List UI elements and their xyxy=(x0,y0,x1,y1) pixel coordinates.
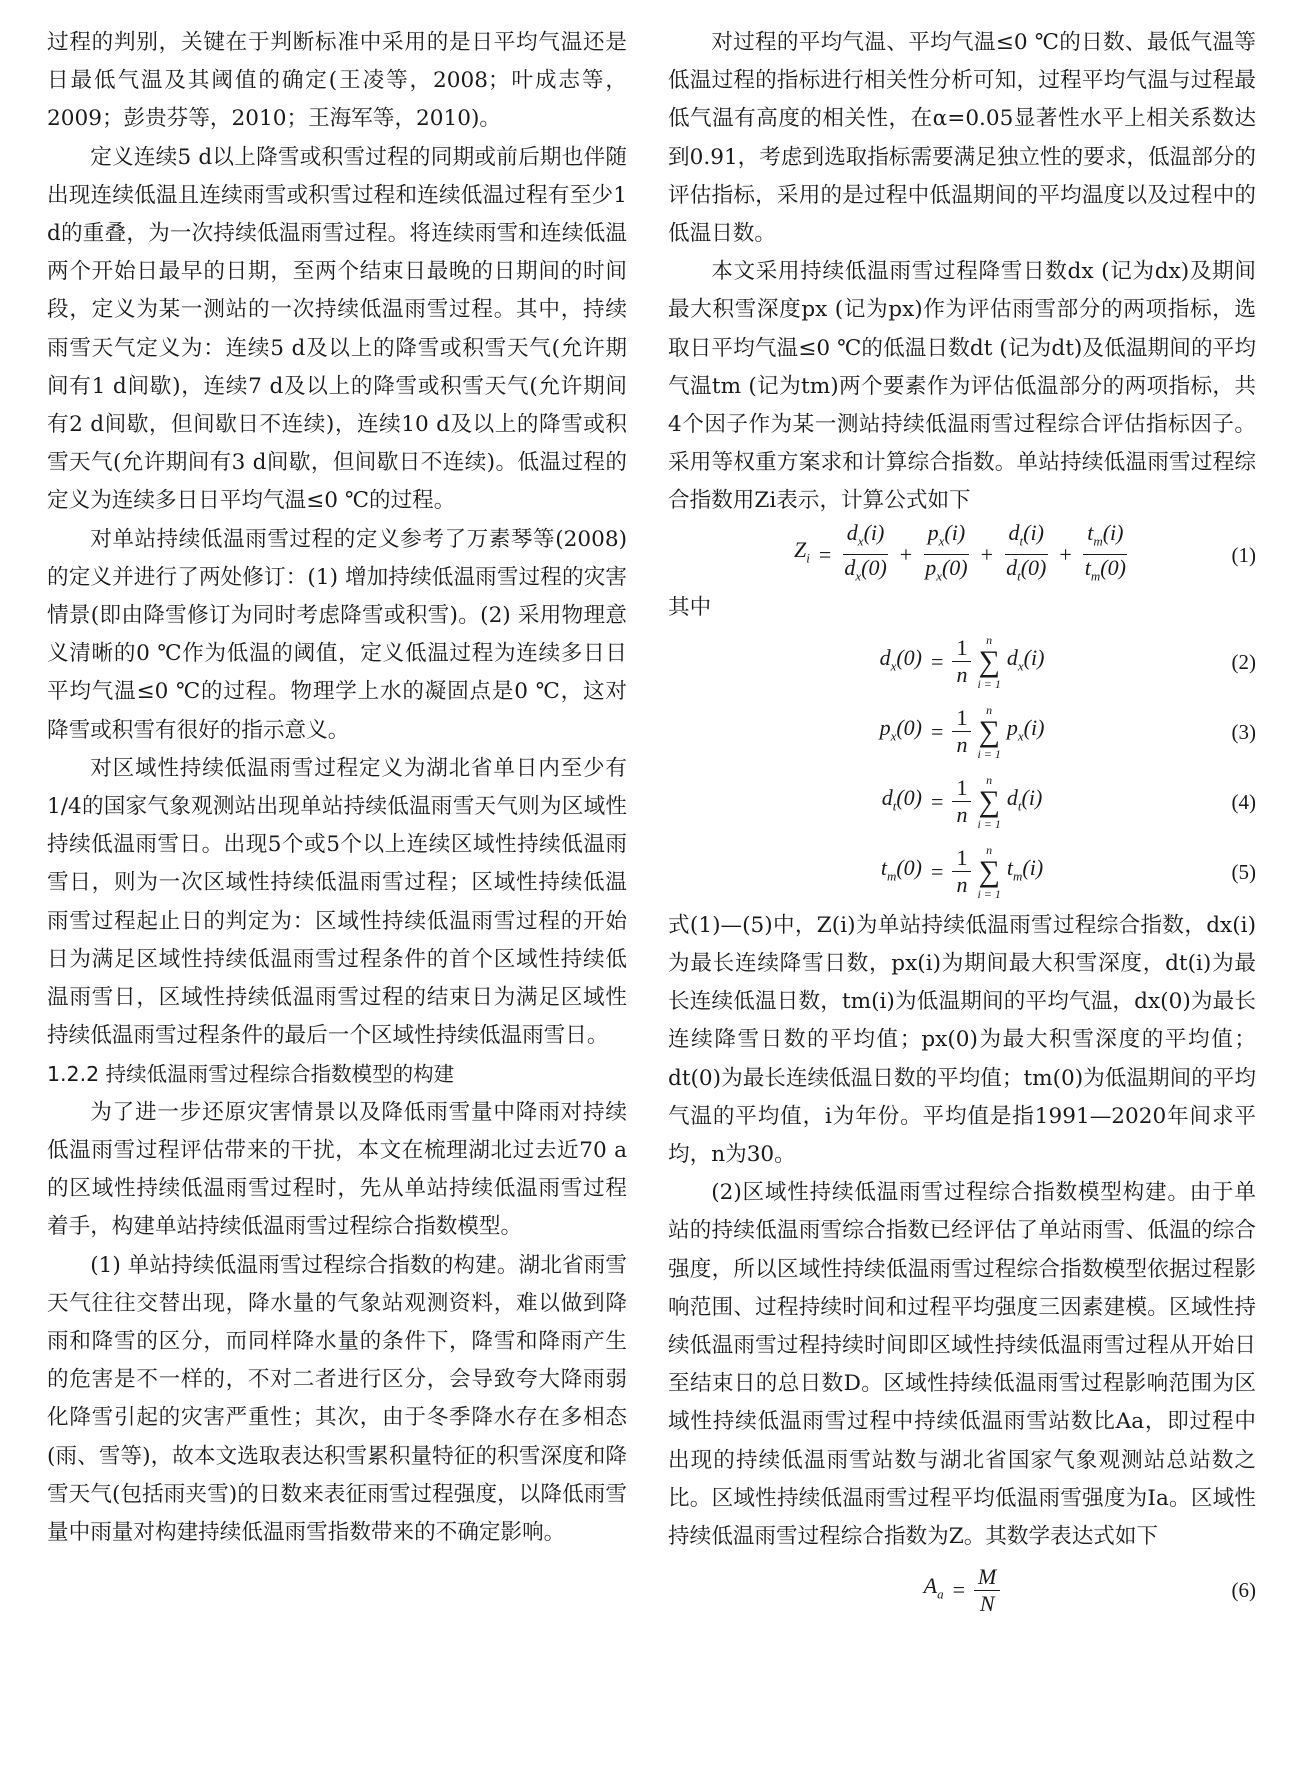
paragraph: 过程的判别，关键在于判断标准中采用的是日平均气温还是日最低气温及其阈值的确定(王凌等，2008；叶成志等，2009；彭贵芬等，2010；王海军等，2010)。 xyxy=(47,30,627,132)
equation-number: (2) xyxy=(1231,649,1256,674)
right-column xyxy=(668,24,1256,1624)
equation-number: (5) xyxy=(1231,859,1256,884)
paragraph: (1) 单站持续低温雨雪过程综合指数的构建。湖北省雨雪天气往往交替出现，降水量的气象站观测资料，难以做到降雨和降雪的区分，而同样降水量的条件下，降雪和降雨产生的危害是不一样的，不对二者进行区分，会导致夸大降雨弱化降雪引起的灾害严重性；其次，由于冬季降水存在多相态(雨、雪等)，故本文选取表达积雪累积量特征的积雪深度和降雪天气(包括雨夹雪)的日数来表征雨雪过程强度，以降低雨雪量中雨量对构建持续低温雨雪指数带来的不确定影响。 xyxy=(47,1252,627,1545)
equation-number: (4) xyxy=(1231,789,1256,814)
left-column xyxy=(47,24,627,1552)
equation-number: (6) xyxy=(1231,1578,1256,1603)
equation-4: $d_t(0)$ = $\frac{1}{n}$ n ∑ i = 1 $d_t(i)$ (4) xyxy=(881,772,1256,831)
equation-1: $Z_i$ = $\frac{d_x(i)}{d_x(0)}$ + $\frac{p_x(i)}{p_x(0)}$ + $\frac{d_t(i)}{d_t(0)}$ + $\frac{t_m(i)}{t_m(0)}$ (1) xyxy=(794,519,1256,584)
equation-2: $d_x(0)$ = $\frac{1}{n}$ n ∑ i = 1 $d_x(i)$ (2) xyxy=(879,632,1256,691)
paragraph: 本文采用持续低温雨雪过程降雪日数dx (记为dx)及期间最大积雪深度px (记为px)作为评估雨雪部分的两项指标，选取日平均气温≤0 ℃的低温日数dt (记为dt)及低温期间的平均气温tm (记为tm)两个要素作为评估低温部分的两项指标，共4个因子作为某一测站持续低温雨雪过程综合评估指标因子。采用等权重方案求和计算综合指数。单站持续低温雨雪过程综合指数用Zi表示，计算公式如下 xyxy=(668,259,1256,514)
equation-3: $p_x(0)$ = $\frac{1}{n}$ n ∑ i = 1 $p_x(i)$ (3) xyxy=(879,702,1256,761)
paragraph: 式(1)—(5)中，Z(i)为单站持续低温雨雪过程综合指数，dx(i)为最长连续降雪日数，px(i)为期间最大积雪深度，dt(i)为最长连续低温日数，tm(i)为低温期间的平均气温，dx(0)为最长连续降雪日数的平均值；px(0)为最大积雪深度的平均值；dt(0)为最长连续低温日数的平均值；tm(0)为低温期间的平均气温的平均值，i为年份。平均值是指1991—2020年间求平均，n为30。 xyxy=(668,912,1256,1168)
paragraph: 定义连续5 d以上降雪或积雪过程的同期或前后期也伴随出现连续低温且连续雨雪或积雪过程和连续低温过程有至少1 d的重叠，为一次持续低温雨雪过程。将连续雨雪和连续低温两个开始日最早的日期，至两个结束日最晚的日期间的时间段，定义为某一测站的一次持续低温雨雪过程。其中，持续雨雪天气定义为：连续5 d及以上的降雪或积雪天气(允许期间有1 d间歇)，连续7 d及以上的降雪或积雪天气(允许期间有2 d间歇，但间歇日不连续)，连续10 d及以上的降雪或积雪天气(允许期间有3 d间歇，但间歇日不连续)。低温过程的定义为连续多日日平均气温≤0 ℃的过程。 xyxy=(47,144,627,514)
paragraph: (2)区域性持续低温雨雪过程综合指数模型构建。由于单站的持续低温雨雪综合指数已经评估了单站雨雪、低温的综合强度，所以区域性持续低温雨雪过程综合指数模型依据过程影响范围、过程持续时间和过程平均强度三因素建模。区域性持续低温雨雪过程持续时间即区域性持续低温雨雪过程从开始日至结束日的总日数D。区域性持续低温雨雪过程影响范围为区域性持续低温雨雪过程中持续低温雨雪站数比Aa，即过程中出现的持续低温雨雪站数与湖北省国家气象观测站总站数之比。区域性持续低温雨雪过程平均低温雨雪强度为Ia。区域性持续低温雨雪过程综合指数为Z。其数学表达式如下 xyxy=(668,1180,1256,1550)
equation-5: $t_m(0)$ = $\frac{1}{n}$ n ∑ i = 1 $t_m(i)$ (5) xyxy=(880,842,1256,901)
paragraph: 对单站持续低温雨雪过程的定义参考了万素琴等(2008)的定义并进行了两处修订：(1) 增加持续低温雨雪过程的灾害情景(即由降雪修订为同时考虑降雪或积雪)。(2) 采用物理意义清晰的0 ℃作为低温的阈值，定义低温过程为连续多日日平均气温≤0 ℃的过程。物理学上水的凝固点是0 ℃，这对降雪或积雪有很好的指示意义。 xyxy=(47,526,627,743)
paragraph: 对过程的平均气温、平均气温≤0 ℃的日数、最低气温等低温过程的指标进行相关性分析可知，过程平均气温与过程最低气温有高度的相关性，在α=0.05显著性水平上相关系数达到0.91，考虑到选取指标需要满足独立性的要求，低温部分的评估指标，采用的是过程中低温期间的平均温度以及过程中的低温日数。 xyxy=(668,30,1256,247)
section-heading: 1.2.2 持续低温雨雪过程综合指数模型的构建 xyxy=(47,1062,455,1087)
equation-number: (3) xyxy=(1231,719,1256,744)
equation-6: $A_a$ = $\frac{M}{N}$ (6) xyxy=(923,1563,1256,1616)
paragraph: 对区域性持续低温雨雪过程定义为湖北省单日内至少有1/4的国家气象观测站出现单站持续低温雨雪天气则为区域性持续低温雨雪日。出现5个或5个以上连续区域性持续低温雨雪日，则为一次区域性持续低温雨雪过程；区域性持续低温雨雪过程起止日的判定为：区域性持续低温雨雪过程的开始日为满足区域性持续低温雨雪过程条件的首个区域性持续低温雨雪日，区域性持续低温雨雪过程的结束日为满足区域性持续低温雨雪过程条件的最后一个区域性持续低温雨雪日。 xyxy=(47,755,627,1049)
paragraph: 为了进一步还原灾害情景以及降低雨雪量中降雨对持续低温雨雪过程评估带来的干扰，本文在梳理湖北过去近70 a的区域性持续低温雨雪过程时，先从单站持续低温雨雪过程着手，构建单站持续低温雨雪过程综合指数模型。 xyxy=(47,1099,627,1240)
equation-number: (1) xyxy=(1231,542,1256,567)
paragraph: 其中 xyxy=(668,594,712,620)
